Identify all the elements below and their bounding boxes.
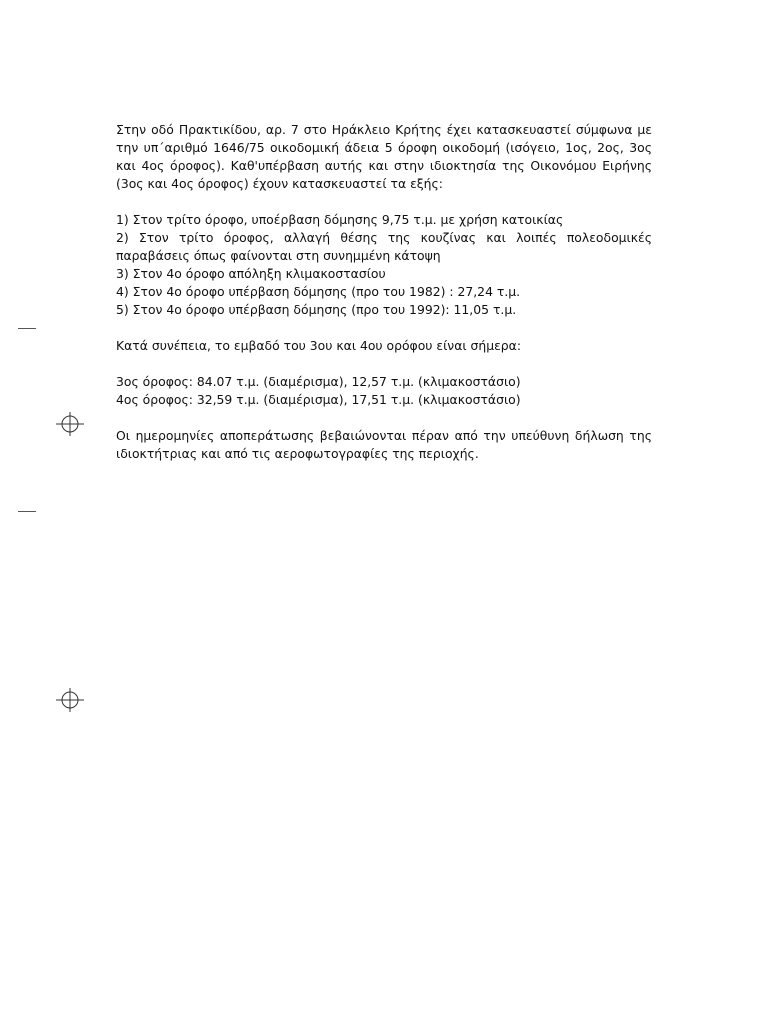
margin-dash-mark (18, 328, 36, 329)
intro-line: (3ος και 4ος όροφος) έχουν κατασκευαστεί τα εξής: (116, 176, 443, 191)
document-body (116, 121, 652, 463)
intro-paragraph (116, 121, 652, 193)
list-item: 2) Στον τρίτο όροφος, αλλαγή θέσης της κουζίνας και λοιπές πολεοδομικές (116, 230, 652, 245)
list-item: 1) Στον τρίτο όροφο, υποέρβαση δόμησης 9,75 τ.μ. με χρήση κατοικίας (116, 212, 564, 227)
intro-line: και 4ος όροφος). Καθ'υπέρβαση αυτής και στην ιδιοκτησία της Οικονόμου Ειρήνης (116, 158, 652, 173)
floor-areas (116, 373, 652, 409)
violations-list (116, 211, 652, 319)
intro-line: Στην οδό Πρακτικίδου, αρ. 7 στο Ηράκλειο Κρήτης έχει κατασκευαστεί σύμφωνα με (116, 122, 652, 137)
closing-line: Οι ημερομηνίες αποπεράτωσης βεβαιώνονται πέραν από την υπεύθυνη δήλωση της (116, 428, 652, 443)
registration-crosshair-icon (56, 410, 84, 438)
floor-area-line: 4ος όροφος: 32,59 τ.μ. (διαμέρισμα), 17,51 τ.μ. (κλιμακοστάσιο) (116, 392, 521, 407)
closing-paragraph (116, 427, 652, 463)
list-item: 5) Στον 4ο όροφο υπέρβαση δόμησης (προ του 1992): 11,05 τ.μ. (116, 302, 517, 317)
list-item: 4) Στον 4ο όροφο υπέρβαση δόμησης (προ του 1982) : 27,24 τ.μ. (116, 284, 521, 299)
list-item: 3) Στον 4ο όροφο απόληξη κλιμακοστασίου (116, 266, 386, 281)
intro-line: την υπ΄αριθμό 1646/75 οικοδομική άδεια 5 όροφη οικοδομή (ισόγειο, 1ος, 2ος, 3ος (116, 140, 652, 155)
consequence-paragraph (116, 337, 652, 355)
consequence-text: Κατά συνέπεια, το εμβαδό του 3ου και 4ου ορόφου είναι σήμερα: (116, 338, 522, 353)
registration-crosshair-icon (56, 686, 84, 714)
margin-dash-mark (18, 511, 36, 512)
list-item-continuation: παραβάσεις όπως φαίνονται στη συνημμένη κάτοψη (116, 248, 441, 263)
floor-area-line: 3ος όροφος: 84.07 τ.μ. (διαμέρισμα), 12,57 τ.μ. (κλιμακοστάσιο) (116, 374, 521, 389)
closing-line: ιδιοκτήτριας και από τις αεροφωτογραφίες της περιοχής. (116, 446, 479, 461)
